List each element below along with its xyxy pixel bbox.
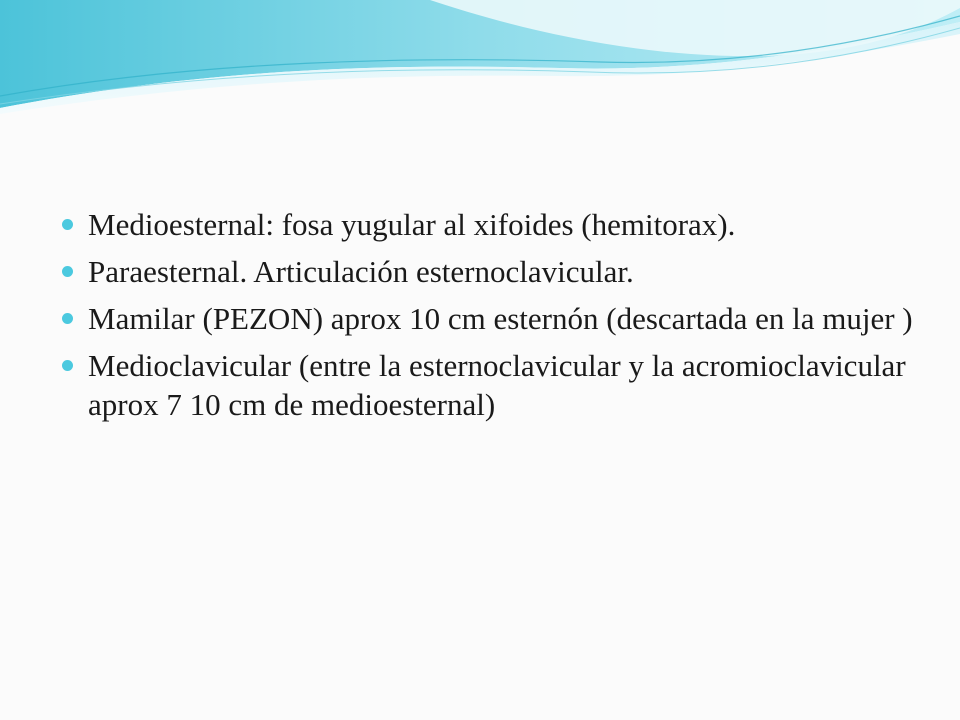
bullet-text: Medioesternal: fosa yugular al xifoides (hemitorax). xyxy=(88,207,736,242)
bullet-text: Paraesternal. Articulación esternoclavicular. xyxy=(88,254,634,289)
bullet-list xyxy=(62,205,922,424)
bullet-marker-icon xyxy=(62,266,73,277)
bullet-marker-icon xyxy=(62,360,73,371)
header-wave-decoration xyxy=(0,0,960,120)
bullet-text: Mamilar (PEZON) aprox 10 cm esternón (descartada en la mujer ) xyxy=(88,301,913,336)
list-item xyxy=(62,205,922,244)
bullet-marker-icon xyxy=(62,219,73,230)
bullet-content xyxy=(62,205,922,432)
list-item xyxy=(62,299,922,338)
list-item xyxy=(62,346,922,424)
list-item xyxy=(62,252,922,291)
bullet-marker-icon xyxy=(62,313,73,324)
bullet-text: Medioclavicular (entre la esternoclavicular y la acromioclavicular aprox 7 10 cm de medioesternal) xyxy=(88,348,906,422)
